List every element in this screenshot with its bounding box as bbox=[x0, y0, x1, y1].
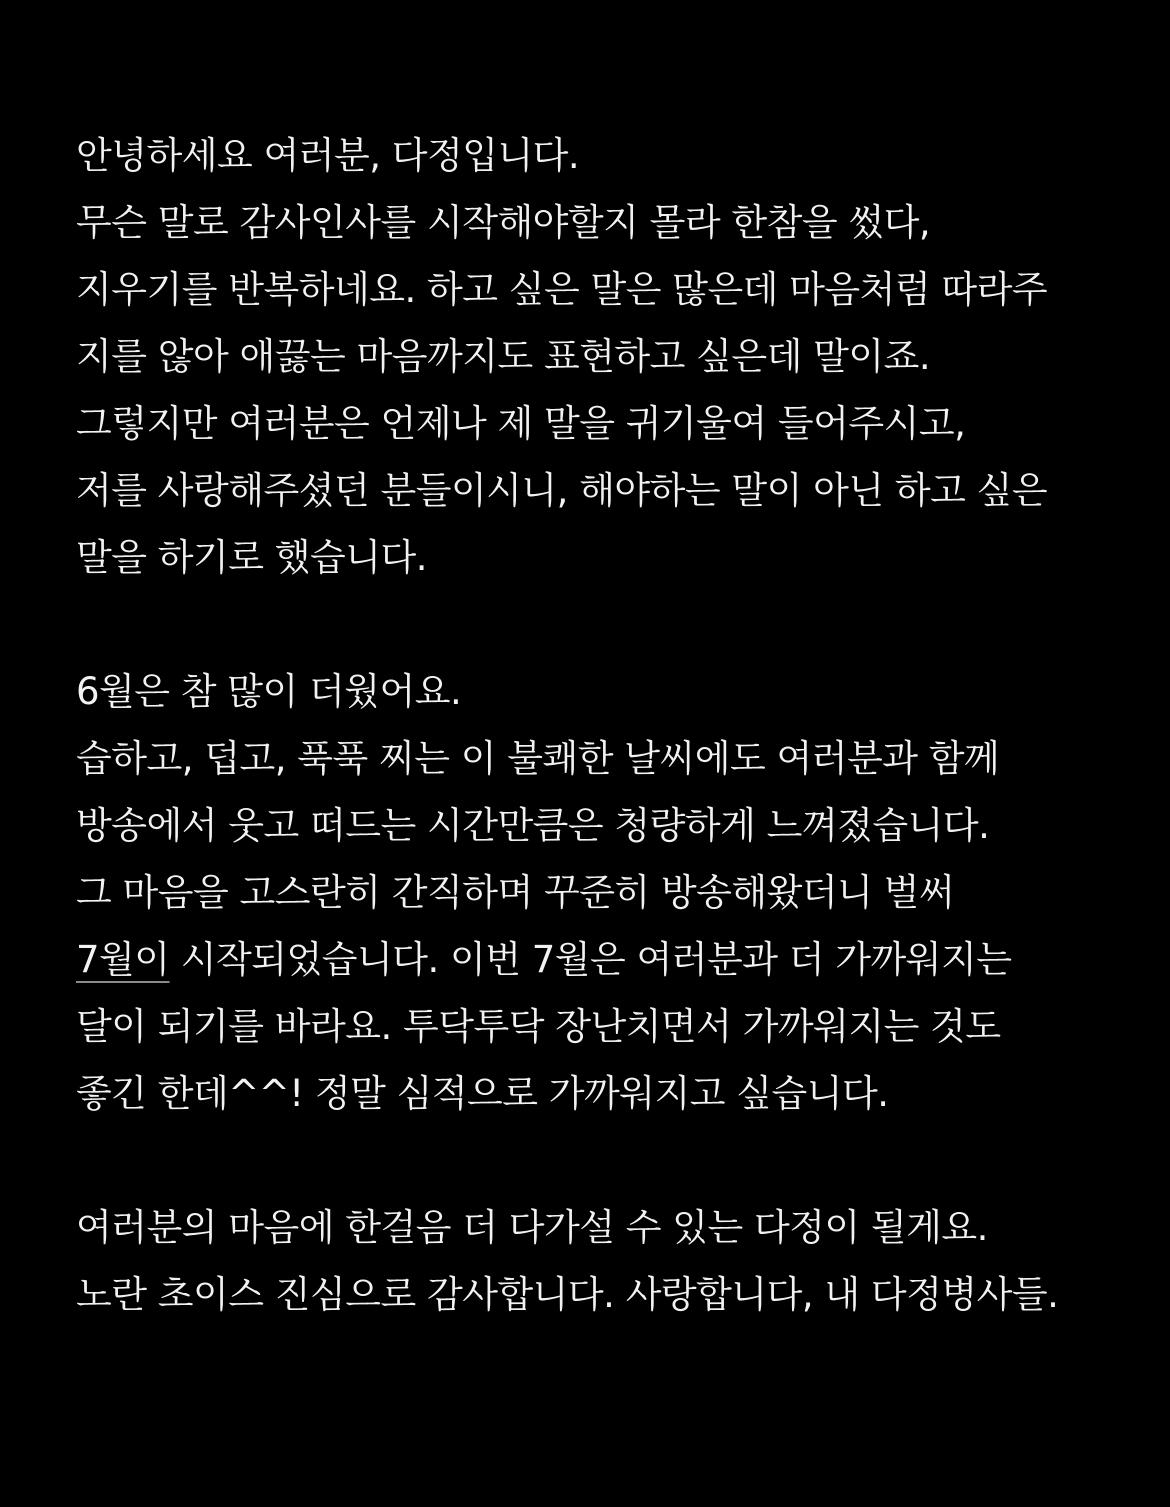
text-line: 달이 되기를 바라요. 투닥투닥 장난치면서 가까워지는 것도 bbox=[76, 1005, 1001, 1048]
text-line: 방송에서 웃고 떠드는 시간만큼은 청량하게 느껴졌습니다. bbox=[76, 804, 990, 847]
text-segment: 시작되었습니다. 이번 7월은 여러분과 더 가까워지는 bbox=[169, 938, 1012, 981]
paragraph-closing bbox=[76, 1194, 1136, 1328]
text-line: 습하고, 덥고, 푹푹 찌는 이 불쾌한 날씨에도 여러분과 함께 bbox=[76, 737, 1000, 780]
text-line: 무슨 말로 감사인사를 시작해야할지 몰라 한참을 썼다, bbox=[76, 201, 931, 244]
text-line: 여러분의 마음에 한걸음 더 다가설 수 있는 다정이 될게요. bbox=[76, 1206, 988, 1249]
text-line: 지를 않아 애끓는 마음까지도 표현하고 싶은데 말이죠. bbox=[76, 335, 931, 378]
text-line: 안녕하세요 여러분, 다정입니다. bbox=[76, 134, 580, 177]
text-line: 그렇지만 여러분은 언제나 제 말을 귀기울여 들어주시고, bbox=[76, 402, 966, 445]
text-line: 좋긴 한데^^! 정말 심적으로 가까워지고 싶습니다. bbox=[76, 1072, 889, 1115]
text-line: 노란 초이스 진심으로 감사합니다. 사랑합니다, 내 다정병사들. bbox=[76, 1273, 1059, 1316]
paragraph-june bbox=[76, 658, 1136, 1127]
text-line: 지우기를 반복하네요. 하고 싶은 말은 많은데 마음처럼 따라주 bbox=[76, 268, 1048, 311]
date-detected-link[interactable]: 7월이 bbox=[76, 938, 170, 981]
text-line-with-date-link bbox=[76, 926, 1136, 993]
text-line: 말을 하기로 했습니다. bbox=[76, 536, 427, 579]
text-line: 그 마음을 고스란히 간직하며 꾸준히 방송해왔더니 벌써 bbox=[76, 871, 955, 914]
text-line: 6월은 참 많이 더웠어요. bbox=[76, 670, 462, 713]
note-body bbox=[76, 122, 1136, 1328]
text-line: 저를 사랑해주셨던 분들이시니, 해야하는 말이 아닌 하고 싶은 bbox=[76, 469, 1048, 512]
paragraph-greeting bbox=[76, 122, 1136, 591]
